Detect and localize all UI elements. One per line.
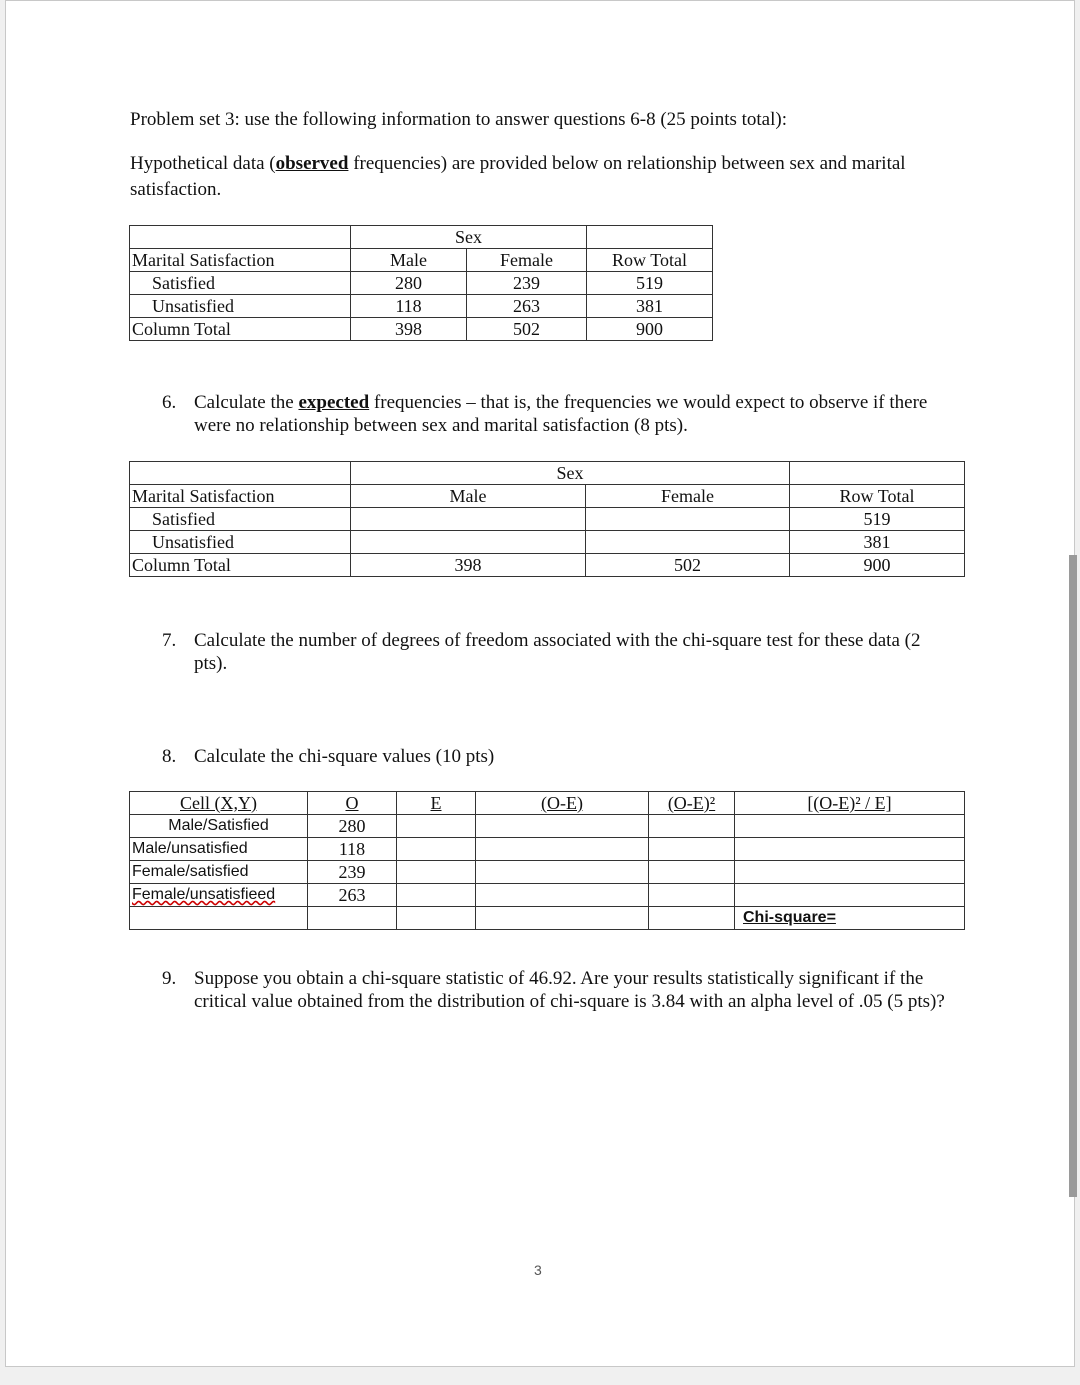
question-text: Calculate the number of degrees of freedom associated with the chi-square test for these data (2 pts).	[194, 630, 921, 674]
answer-cell[interactable]	[735, 884, 965, 907]
cell: 398	[351, 554, 586, 577]
header-cell: E	[397, 792, 476, 815]
row-label: Satisfied	[130, 508, 351, 531]
answer-cell[interactable]	[735, 838, 965, 861]
table-row	[130, 531, 965, 554]
cell: 118	[351, 295, 467, 318]
row-label: Column Total	[130, 554, 351, 577]
header-cell: O	[308, 792, 397, 815]
answer-cell[interactable]	[586, 508, 790, 531]
table-row	[130, 508, 965, 531]
observed-cell: 280	[308, 815, 397, 838]
cell: 502	[586, 554, 790, 577]
question-number: 8.	[162, 746, 177, 767]
observed-cell: 118	[308, 838, 397, 861]
table-row	[130, 907, 965, 930]
question-number: 6.	[162, 392, 177, 413]
group-header: Sex	[351, 462, 790, 485]
question-7	[162, 629, 952, 675]
table-row	[130, 838, 965, 861]
answer-cell[interactable]	[476, 884, 649, 907]
row-label: Unsatisfied	[130, 295, 351, 318]
question-number: 7.	[162, 630, 177, 651]
table-row	[130, 272, 713, 295]
answer-cell[interactable]	[649, 815, 735, 838]
emphasis-observed: observed	[275, 153, 349, 174]
group-header: Sex	[351, 226, 587, 249]
table-row	[130, 318, 713, 341]
table-row	[130, 295, 713, 318]
question-number: 9.	[162, 968, 177, 989]
table-row	[130, 815, 965, 838]
observed-table	[129, 225, 713, 341]
cell-label	[130, 884, 308, 907]
cell: 519	[790, 508, 965, 531]
answer-cell[interactable]	[397, 838, 476, 861]
observed-cell: 239	[308, 861, 397, 884]
header-cell: Male	[351, 485, 586, 508]
cell: 519	[587, 272, 713, 295]
answer-cell[interactable]	[351, 531, 586, 554]
cell: 280	[351, 272, 467, 295]
question-8	[162, 745, 952, 768]
row-label: Column Total	[130, 318, 351, 341]
header-cell: Cell (X,Y)	[130, 792, 308, 815]
answer-cell[interactable]	[397, 884, 476, 907]
header-cell: Row Total	[790, 485, 965, 508]
table-row	[130, 884, 965, 907]
answer-cell[interactable]	[476, 838, 649, 861]
chi-square-total-label: Chi-square=	[735, 907, 965, 930]
question-9	[162, 967, 962, 1013]
answer-cell[interactable]	[351, 508, 586, 531]
intro-line: Problem set 3: use the following information to answer questions 6-8 (25 points total):	[130, 109, 787, 130]
text: Hypothetical data (	[130, 153, 276, 174]
header-cell: [(O-E)² / E]	[735, 792, 965, 815]
page-number: 3	[534, 1262, 542, 1278]
answer-cell[interactable]	[397, 815, 476, 838]
cell: 900	[587, 318, 713, 341]
document-page	[5, 0, 1075, 1367]
cell: 502	[467, 318, 587, 341]
answer-cell[interactable]	[649, 884, 735, 907]
header-cell: Female	[586, 485, 790, 508]
cell: 398	[351, 318, 467, 341]
cell-label: Female/satisfied	[130, 861, 308, 884]
cell-label: Male/Satisfied	[130, 815, 308, 838]
answer-cell[interactable]	[735, 861, 965, 884]
cell: 900	[790, 554, 965, 577]
header-cell: (O-E)²	[649, 792, 735, 815]
header-cell: Female	[467, 249, 587, 272]
header-cell: Marital Satisfaction	[130, 249, 351, 272]
emphasis-expected: expected	[298, 392, 370, 413]
header-cell: Row Total	[587, 249, 713, 272]
answer-cell[interactable]	[476, 815, 649, 838]
header-cell: (O-E)	[476, 792, 649, 815]
table-row	[130, 554, 965, 577]
chi-square-table	[129, 791, 965, 930]
table-row	[130, 861, 965, 884]
text: frequencies) are provided below on relationship between sex and marital satisfaction.	[130, 153, 906, 200]
header-cell: Male	[351, 249, 467, 272]
answer-cell[interactable]	[476, 861, 649, 884]
question-6	[162, 391, 952, 437]
text: Calculate the	[194, 392, 299, 413]
row-label: Unsatisfied	[130, 531, 351, 554]
cell: 239	[467, 272, 587, 295]
question-text: Calculate the chi-square values (10 pts)	[194, 746, 495, 767]
row-label: Satisfied	[130, 272, 351, 295]
header-cell: Marital Satisfaction	[130, 485, 351, 508]
question-text: Suppose you obtain a chi-square statistic of 46.92. Are your results statistically significant if the critical value obtained from the distribution of chi-square is 3.84 with an alpha level of .05 (5 pts)?	[194, 968, 945, 1012]
observed-cell: 263	[308, 884, 397, 907]
expected-table	[129, 461, 965, 577]
answer-cell[interactable]	[735, 815, 965, 838]
cell-label: Male/unsatisfied	[130, 838, 308, 861]
text: frequencies – that is, the frequencies we would expect to observe if there were no relationship between sex and marital satisfaction (8 pts).	[194, 392, 928, 436]
cell: 381	[587, 295, 713, 318]
cell: 263	[467, 295, 587, 318]
cell: 381	[790, 531, 965, 554]
scrollbar[interactable]	[1069, 555, 1077, 1197]
answer-cell[interactable]	[397, 861, 476, 884]
answer-cell[interactable]	[586, 531, 790, 554]
answer-cell[interactable]	[649, 861, 735, 884]
intro-paragraph	[130, 151, 950, 203]
answer-cell[interactable]	[649, 838, 735, 861]
misspelled-text: Female/unsatisfieed	[132, 886, 276, 903]
